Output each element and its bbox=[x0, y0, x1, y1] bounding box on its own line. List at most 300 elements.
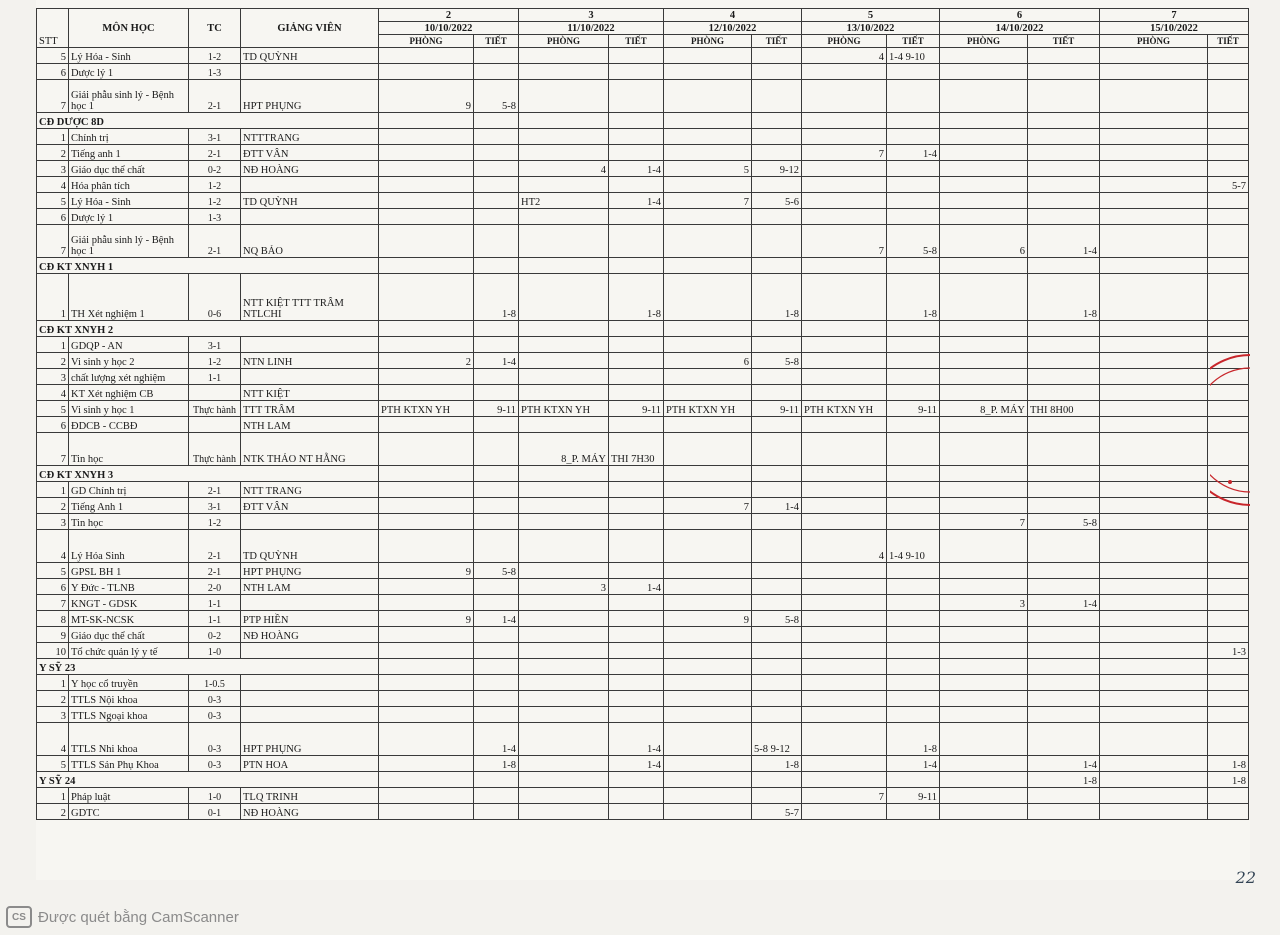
period-cell bbox=[474, 498, 519, 514]
room-cell: PTH KTXN YH bbox=[519, 401, 609, 417]
period-cell bbox=[1028, 804, 1100, 820]
credits-cell: 2-1 bbox=[189, 482, 241, 498]
period-cell bbox=[887, 643, 940, 659]
period-cell bbox=[887, 498, 940, 514]
period-cell: 5-8 bbox=[752, 353, 802, 369]
subject-cell: Tiếng Anh 1 bbox=[69, 498, 189, 514]
period-cell bbox=[474, 145, 519, 161]
room-cell: 7 bbox=[940, 514, 1028, 530]
room-cell bbox=[802, 563, 887, 579]
table-row bbox=[37, 707, 1249, 723]
period-cell bbox=[1028, 385, 1100, 401]
teacher-cell bbox=[241, 691, 379, 707]
room-cell bbox=[1100, 691, 1208, 707]
period-cell: 1-8 bbox=[887, 723, 940, 756]
room-cell bbox=[519, 113, 609, 129]
header-credits: TC bbox=[189, 9, 241, 48]
room-cell bbox=[519, 466, 609, 482]
period-cell bbox=[1028, 498, 1100, 514]
period-cell bbox=[887, 691, 940, 707]
room-cell bbox=[940, 353, 1028, 369]
teacher-cell bbox=[241, 643, 379, 659]
header-date: 14/10/2022 bbox=[940, 22, 1100, 35]
room-cell bbox=[664, 258, 752, 274]
period-cell bbox=[474, 707, 519, 723]
row-number: 3 bbox=[37, 514, 69, 530]
teacher-cell: NTH LAM bbox=[241, 417, 379, 433]
section-row bbox=[37, 772, 1249, 788]
room-cell bbox=[1100, 595, 1208, 611]
room-cell bbox=[664, 466, 752, 482]
teacher-cell: TLQ TRINH bbox=[241, 788, 379, 804]
period-cell: 9-11 bbox=[887, 788, 940, 804]
credits-cell: 0-6 bbox=[189, 274, 241, 321]
period-cell: 1-4 bbox=[752, 498, 802, 514]
credits-cell: Thực hành bbox=[189, 433, 241, 466]
room-cell bbox=[940, 691, 1028, 707]
room-cell bbox=[519, 530, 609, 563]
room-cell: 9 bbox=[664, 611, 752, 627]
room-cell bbox=[664, 433, 752, 466]
header-dow: 5 bbox=[802, 9, 940, 22]
period-cell bbox=[1208, 225, 1249, 258]
subject-cell: Giải phẫu sinh lý - Bệnh học 1 bbox=[69, 80, 189, 113]
period-cell bbox=[474, 482, 519, 498]
row-number: 4 bbox=[37, 385, 69, 401]
period-cell bbox=[1208, 627, 1249, 643]
table-row bbox=[37, 804, 1249, 820]
credits-cell: 2-1 bbox=[189, 563, 241, 579]
subject-cell: KNGT - GDSK bbox=[69, 595, 189, 611]
room-cell bbox=[379, 337, 474, 353]
period-cell bbox=[609, 48, 664, 64]
subject-cell: Pháp luật bbox=[69, 788, 189, 804]
period-cell bbox=[887, 129, 940, 145]
period-cell: 1-8 bbox=[609, 274, 664, 321]
table-row bbox=[37, 563, 1249, 579]
room-cell bbox=[379, 530, 474, 563]
credits-cell: 0-2 bbox=[189, 161, 241, 177]
credits-cell: 1-0 bbox=[189, 788, 241, 804]
room-cell bbox=[802, 482, 887, 498]
room-cell bbox=[802, 80, 887, 113]
room-cell bbox=[664, 707, 752, 723]
room-cell bbox=[519, 643, 609, 659]
teacher-cell: NTH LAM bbox=[241, 579, 379, 595]
room-cell bbox=[664, 321, 752, 337]
period-cell bbox=[1028, 659, 1100, 675]
header-room: PHÒNG bbox=[940, 35, 1028, 48]
period-cell bbox=[887, 563, 940, 579]
subject-cell: Dược lý 1 bbox=[69, 209, 189, 225]
room-cell: 3 bbox=[940, 595, 1028, 611]
period-cell bbox=[1028, 48, 1100, 64]
period-cell bbox=[1208, 514, 1249, 530]
subject-cell: TTLS Ngoại khoa bbox=[69, 707, 189, 723]
credits-cell: 1-3 bbox=[189, 209, 241, 225]
room-cell bbox=[519, 177, 609, 193]
period-cell: 5-8 bbox=[474, 80, 519, 113]
room-cell bbox=[1100, 433, 1208, 466]
room-cell bbox=[802, 723, 887, 756]
table-row bbox=[37, 369, 1249, 385]
room-cell bbox=[519, 659, 609, 675]
room-cell bbox=[519, 80, 609, 113]
teacher-cell: HPT PHỤNG bbox=[241, 563, 379, 579]
room-cell bbox=[802, 643, 887, 659]
room-cell bbox=[519, 611, 609, 627]
teacher-cell: NTTTRANG bbox=[241, 129, 379, 145]
room-cell bbox=[940, 209, 1028, 225]
room-cell bbox=[940, 723, 1028, 756]
row-number: 8 bbox=[37, 611, 69, 627]
period-cell bbox=[474, 788, 519, 804]
teacher-cell bbox=[241, 369, 379, 385]
room-cell: 4 bbox=[802, 48, 887, 64]
room-cell bbox=[802, 193, 887, 209]
header-dow: 4 bbox=[664, 9, 802, 22]
room-cell bbox=[379, 804, 474, 820]
room-cell bbox=[940, 258, 1028, 274]
table-row bbox=[37, 337, 1249, 353]
row-number: 1 bbox=[37, 337, 69, 353]
room-cell bbox=[940, 659, 1028, 675]
period-cell bbox=[752, 482, 802, 498]
subject-cell: Lý Hóa - Sinh bbox=[69, 193, 189, 209]
period-cell: 1-4 bbox=[474, 723, 519, 756]
room-cell bbox=[1100, 401, 1208, 417]
period-cell: 1-4 bbox=[609, 723, 664, 756]
room-cell bbox=[940, 772, 1028, 788]
period-cell bbox=[752, 337, 802, 353]
room-cell bbox=[1100, 145, 1208, 161]
period-cell: THI 8H00 bbox=[1028, 401, 1100, 417]
room-cell bbox=[664, 659, 752, 675]
period-cell bbox=[887, 417, 940, 433]
credits-cell: 1-2 bbox=[189, 353, 241, 369]
period-cell bbox=[1028, 369, 1100, 385]
period-cell: 1-4 bbox=[1028, 756, 1100, 772]
credits-cell: 1-1 bbox=[189, 369, 241, 385]
period-cell bbox=[752, 659, 802, 675]
teacher-cell bbox=[241, 595, 379, 611]
header-stt: STT bbox=[37, 9, 69, 48]
subject-cell: Chính trị bbox=[69, 129, 189, 145]
room-cell bbox=[519, 48, 609, 64]
room-cell bbox=[1100, 80, 1208, 113]
period-cell: 1-4 9-10 bbox=[887, 48, 940, 64]
header-dow: 3 bbox=[519, 9, 664, 22]
period-cell bbox=[752, 788, 802, 804]
period-cell bbox=[1208, 611, 1249, 627]
period-cell bbox=[474, 417, 519, 433]
credits-cell: 1-1 bbox=[189, 611, 241, 627]
period-cell bbox=[752, 209, 802, 225]
room-cell bbox=[802, 433, 887, 466]
period-cell: 9-11 bbox=[609, 401, 664, 417]
camscanner-icon: CS bbox=[6, 906, 32, 928]
period-cell bbox=[1208, 691, 1249, 707]
row-number: 6 bbox=[37, 417, 69, 433]
table-row bbox=[37, 48, 1249, 64]
subject-cell: Tổ chức quản lý y tế bbox=[69, 643, 189, 659]
room-cell bbox=[664, 643, 752, 659]
room-cell: PTH KTXN YH bbox=[379, 401, 474, 417]
row-number: 1 bbox=[37, 482, 69, 498]
period-cell bbox=[752, 177, 802, 193]
room-cell: 7 bbox=[802, 788, 887, 804]
row-number: 2 bbox=[37, 498, 69, 514]
period-cell bbox=[1028, 482, 1100, 498]
room-cell: 7 bbox=[664, 498, 752, 514]
room-cell bbox=[940, 274, 1028, 321]
room-cell bbox=[1100, 274, 1208, 321]
period-cell: 1-8 bbox=[1208, 756, 1249, 772]
subject-cell: Dược lý 1 bbox=[69, 64, 189, 80]
room-cell bbox=[664, 64, 752, 80]
period-cell: 1-4 9-10 bbox=[887, 530, 940, 563]
room-cell bbox=[519, 129, 609, 145]
schedule-page bbox=[36, 0, 1250, 880]
room-cell: 4 bbox=[519, 161, 609, 177]
room-cell bbox=[664, 788, 752, 804]
period-cell bbox=[474, 514, 519, 530]
room-cell: 6 bbox=[664, 353, 752, 369]
room-cell bbox=[379, 321, 474, 337]
room-cell bbox=[1100, 643, 1208, 659]
period-cell bbox=[1208, 563, 1249, 579]
table-row bbox=[37, 401, 1249, 417]
room-cell bbox=[1100, 337, 1208, 353]
room-cell: PTH KTXN YH bbox=[664, 401, 752, 417]
room-cell bbox=[664, 627, 752, 643]
period-cell bbox=[1028, 258, 1100, 274]
period-cell bbox=[887, 482, 940, 498]
room-cell bbox=[664, 80, 752, 113]
period-cell bbox=[609, 209, 664, 225]
room-cell bbox=[940, 177, 1028, 193]
period-cell bbox=[474, 193, 519, 209]
room-cell bbox=[379, 772, 474, 788]
credits-cell: 3-1 bbox=[189, 337, 241, 353]
room-cell bbox=[802, 369, 887, 385]
schedule-body bbox=[37, 48, 1249, 820]
period-cell bbox=[609, 337, 664, 353]
room-cell bbox=[940, 498, 1028, 514]
section-row bbox=[37, 659, 1249, 675]
room-cell bbox=[1100, 225, 1208, 258]
table-row bbox=[37, 611, 1249, 627]
period-cell bbox=[887, 579, 940, 595]
period-cell bbox=[474, 433, 519, 466]
scanner-text: Được quét bằng CamScanner bbox=[38, 908, 239, 926]
room-cell bbox=[940, 64, 1028, 80]
period-cell bbox=[609, 80, 664, 113]
room-cell bbox=[940, 482, 1028, 498]
period-cell bbox=[474, 385, 519, 401]
room-cell bbox=[519, 707, 609, 723]
period-cell bbox=[609, 772, 664, 788]
teacher-cell bbox=[241, 177, 379, 193]
room-cell: 7 bbox=[664, 193, 752, 209]
room-cell bbox=[1100, 161, 1208, 177]
room-cell bbox=[519, 225, 609, 258]
period-cell bbox=[752, 64, 802, 80]
page-number-mark: 22 bbox=[1235, 868, 1256, 887]
period-cell bbox=[609, 788, 664, 804]
room-cell bbox=[1100, 482, 1208, 498]
subject-cell: Vi sinh y học 2 bbox=[69, 353, 189, 369]
room-cell bbox=[802, 417, 887, 433]
period-cell: 1-4 bbox=[609, 193, 664, 209]
room-cell bbox=[664, 482, 752, 498]
period-cell bbox=[887, 80, 940, 113]
room-cell bbox=[940, 788, 1028, 804]
room-cell bbox=[940, 627, 1028, 643]
subject-cell: TTLS Nội khoa bbox=[69, 691, 189, 707]
teacher-cell: TTT TRÂM bbox=[241, 401, 379, 417]
period-cell bbox=[1208, 788, 1249, 804]
period-cell: 5-8 9-12 bbox=[752, 723, 802, 756]
room-cell bbox=[802, 466, 887, 482]
teacher-cell bbox=[241, 209, 379, 225]
room-cell bbox=[802, 274, 887, 321]
period-cell: 5-7 bbox=[1208, 177, 1249, 193]
room-cell bbox=[519, 691, 609, 707]
period-cell bbox=[474, 675, 519, 691]
row-number: 2 bbox=[37, 353, 69, 369]
room-cell bbox=[519, 675, 609, 691]
period-cell: 1-4 bbox=[474, 611, 519, 627]
section-row bbox=[37, 466, 1249, 482]
room-cell bbox=[940, 563, 1028, 579]
room-cell bbox=[519, 369, 609, 385]
subject-cell: Vi sinh y học 1 bbox=[69, 401, 189, 417]
subject-cell: Giáo dục thể chất bbox=[69, 161, 189, 177]
room-cell bbox=[940, 643, 1028, 659]
room-cell bbox=[802, 353, 887, 369]
room-cell bbox=[519, 723, 609, 756]
period-cell bbox=[887, 385, 940, 401]
room-cell: 9 bbox=[379, 611, 474, 627]
room-cell: 8_P. MÁY bbox=[940, 401, 1028, 417]
period-cell bbox=[474, 177, 519, 193]
period-cell bbox=[1208, 804, 1249, 820]
teacher-cell bbox=[241, 675, 379, 691]
room-cell bbox=[802, 514, 887, 530]
room-cell bbox=[519, 385, 609, 401]
teacher-cell: NQ BẢO bbox=[241, 225, 379, 258]
credits-cell: 2-1 bbox=[189, 80, 241, 113]
section-title: CĐ KT XNYH 1 bbox=[37, 258, 379, 274]
subject-cell: chất lượng xét nghiệm bbox=[69, 369, 189, 385]
period-cell bbox=[474, 225, 519, 258]
room-cell bbox=[940, 756, 1028, 772]
header-date: 10/10/2022 bbox=[379, 22, 519, 35]
table-row bbox=[37, 80, 1249, 113]
room-cell bbox=[940, 161, 1028, 177]
room-cell bbox=[802, 177, 887, 193]
room-cell bbox=[940, 113, 1028, 129]
table-row bbox=[37, 627, 1249, 643]
room-cell bbox=[664, 530, 752, 563]
table-row bbox=[37, 209, 1249, 225]
header-dow: 2 bbox=[379, 9, 519, 22]
room-cell bbox=[664, 385, 752, 401]
period-cell bbox=[609, 113, 664, 129]
period-cell bbox=[1028, 691, 1100, 707]
row-number: 6 bbox=[37, 64, 69, 80]
period-cell bbox=[1028, 579, 1100, 595]
period-cell bbox=[1028, 80, 1100, 113]
period-cell bbox=[474, 129, 519, 145]
period-cell: 1-8 bbox=[752, 756, 802, 772]
period-cell bbox=[609, 482, 664, 498]
subject-cell: TH Xét nghiệm 1 bbox=[69, 274, 189, 321]
table-row bbox=[37, 145, 1249, 161]
room-cell bbox=[802, 385, 887, 401]
subject-cell: GDQP - AN bbox=[69, 337, 189, 353]
room-cell bbox=[940, 145, 1028, 161]
row-number: 1 bbox=[37, 675, 69, 691]
room-cell bbox=[664, 691, 752, 707]
period-cell bbox=[609, 321, 664, 337]
room-cell bbox=[379, 193, 474, 209]
subject-cell: Tin học bbox=[69, 433, 189, 466]
room-cell bbox=[379, 48, 474, 64]
section-title: CĐ KT XNYH 3 bbox=[37, 466, 379, 482]
table-row bbox=[37, 433, 1249, 466]
red-stamp-seal bbox=[1210, 350, 1250, 510]
period-cell: 5-7 bbox=[752, 804, 802, 820]
period-cell bbox=[1208, 113, 1249, 129]
row-number: 9 bbox=[37, 627, 69, 643]
period-cell: 1-4 bbox=[609, 579, 664, 595]
period-cell: 5-8 bbox=[1028, 514, 1100, 530]
period-cell bbox=[1208, 80, 1249, 113]
credits-cell: 3-1 bbox=[189, 498, 241, 514]
row-number: 4 bbox=[37, 723, 69, 756]
period-cell bbox=[609, 129, 664, 145]
room-cell bbox=[940, 611, 1028, 627]
room-cell bbox=[664, 129, 752, 145]
section-row bbox=[37, 321, 1249, 337]
credits-cell: 0-3 bbox=[189, 691, 241, 707]
teacher-cell bbox=[241, 64, 379, 80]
period-cell: 5-8 bbox=[887, 225, 940, 258]
period-cell bbox=[474, 337, 519, 353]
room-cell: 8_P. MÁY bbox=[519, 433, 609, 466]
period-cell bbox=[609, 804, 664, 820]
room-cell bbox=[802, 756, 887, 772]
credits-cell: 1-2 bbox=[189, 177, 241, 193]
room-cell bbox=[519, 64, 609, 80]
period-cell bbox=[1028, 466, 1100, 482]
period-cell bbox=[752, 80, 802, 113]
table-row bbox=[37, 691, 1249, 707]
period-cell bbox=[1028, 353, 1100, 369]
row-number: 6 bbox=[37, 209, 69, 225]
period-cell bbox=[609, 225, 664, 258]
room-cell bbox=[379, 64, 474, 80]
table-row bbox=[37, 129, 1249, 145]
period-cell bbox=[1208, 193, 1249, 209]
room-cell bbox=[1100, 563, 1208, 579]
subject-cell: MT-SK-NCSK bbox=[69, 611, 189, 627]
table-row bbox=[37, 274, 1249, 321]
period-cell bbox=[752, 145, 802, 161]
room-cell bbox=[940, 337, 1028, 353]
